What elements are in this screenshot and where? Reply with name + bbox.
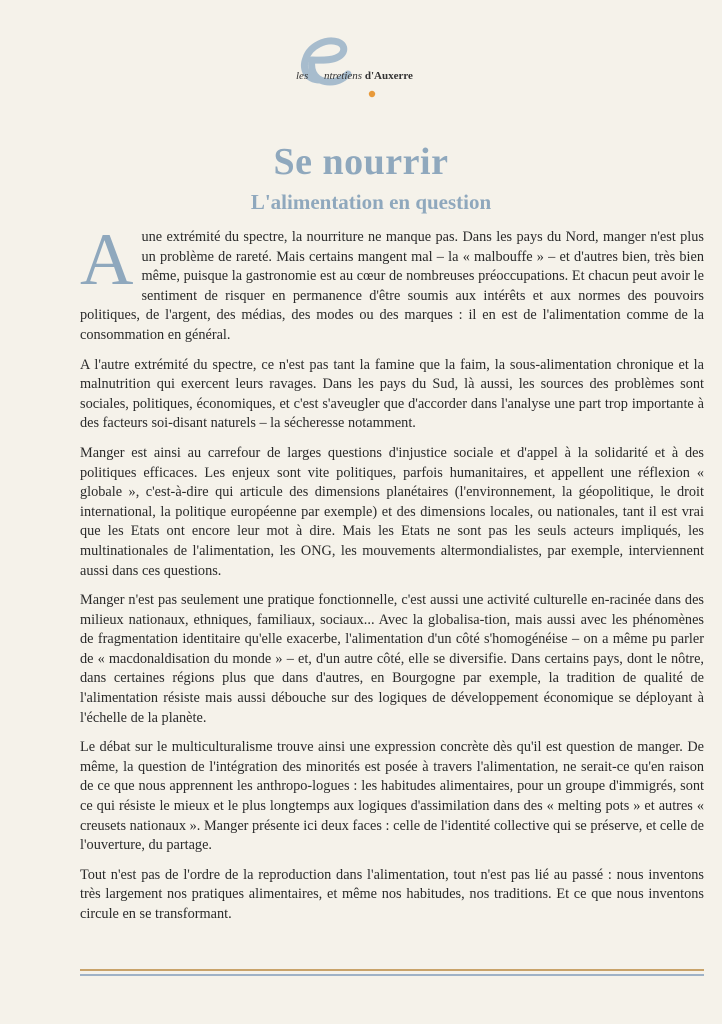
les-entretiens-logo: [282, 28, 442, 108]
logo-prefix: les: [296, 70, 309, 82]
paragraph-1-text: une extrémité du spectre, la nourriture ne manque pas. Dans les pays du Nord, manger n'est plus un problème de rareté. Mais certains mangent mal – la « malbouffe » – et d'autres bien, très bien même, puisque la gastronomie est au cœur de nombreuses préoccupations. Et chacun peut avoir le sentiment de risquer en permanence d'être soumis aux intérêts et aux normes des pouvoirs politiques, de l'argent, des médias, des modes ou des marques : il en est de l'alimentation comme de la consommation en général.: [80, 229, 704, 343]
logo-suffix: d'Auxerre: [364, 70, 413, 82]
e-letter-icon: [282, 28, 442, 108]
paragraph-2: A l'autre extrémité du spectre, ce n'est pas tant la famine que la faim, la sous-alimentation chronique et la malnutrition qui exercent leurs ravages. Dans les pays du Sud, là aussi, les sources des problèmes sont sociales, politiques, économiques, et c'est s'aveugler que d'accorder dans l'analyse une part trop importante à des facteurs soi-disant naturels – la sécheresse notamment.: [80, 356, 704, 432]
page-subtitle: L'alimentation en question: [250, 190, 492, 214]
logo-name: [324, 70, 413, 82]
paragraph-1: [80, 219, 704, 346]
logo-middle: ntretiens: [324, 70, 363, 82]
footer-rule-orange: [80, 969, 704, 971]
paragraph-6: Tout n'est pas de l'ordre de la reproduction dans l'alimentation, tout n'est pas lié au passé : nous inventons très largement nos pratiques alimentaires, et même nos habitudes, nos traditions. Et ce que nous inventons circule en se transformant.: [80, 866, 704, 922]
paragraph-3: Manger est ainsi au carrefour de larges questions d'injustice sociale et d'appel à la solidarité et à des politiques efficaces. Les enjeux sont vite politiques, parfois humanitaires, et appellent une réflexion « globale », c'est-à-dire qui articule des dimensions planétaires (l'environnement, la géopolitique, le droit international, la politique européenne par exemple) et des dimensions locales, ou nationales, tant il est vrai que les Etats ont encore leur mot à dire. Mais les Etats ne sont pas les seuls acteurs impliqués, les multinationales de l'alimentation, les ONG, les mouvements altermondialistes, par exemple, interviennent aussi dans ces questions.: [80, 444, 704, 579]
page-title: Se nourrir: [273, 141, 449, 183]
paragraph-4: Manger n'est pas seulement une pratique fonctionnelle, c'est aussi une activité culturelle en-racinée dans des milieux nationaux, ethniques, familiaux, sociaux... Avec la globalisa-tion, mais aussi avec les phénomènes de fragmentation identitaire qu'elle exacerbe, l'alimentation d'un côté s'homogénéise – on a même pu parler de « macdonaldisation du monde » – et, d'un autre côté, elle se diversifie. Dans certains pays, dont le nôtre, dans certaines régions plus que dans d'autres, en Bourgogne par exemple, la tradition de qualité de l'alimentation résiste mais aussi débouche sur des logiques de développement économique se déployant à l'échelle de la planète.: [80, 592, 704, 726]
paragraph-5: Le débat sur le multiculturalisme trouve ainsi une expression concrète dès qu'il est question de manger. De même, la question de l'intégration des minorités est posée à travers l'alimentation, ne serait-ce qu'en raison de ce que nous apprennent les anthropo-logues : les habitudes alimentaires, pour un groupe d'immigrés, sont ce qui résiste le mieux et le plus longtemps aux logiques d'assimilation dans des « melting pots » et autres « creusets nationaux ». Manger présente ici deux faces : celle de l'identité collective qui se préserve, et celle de l'ouverture, du partage.: [80, 739, 704, 854]
article-body: [80, 219, 704, 935]
drop-cap: A: [80, 219, 134, 301]
footer-rule-blue: [80, 974, 704, 976]
